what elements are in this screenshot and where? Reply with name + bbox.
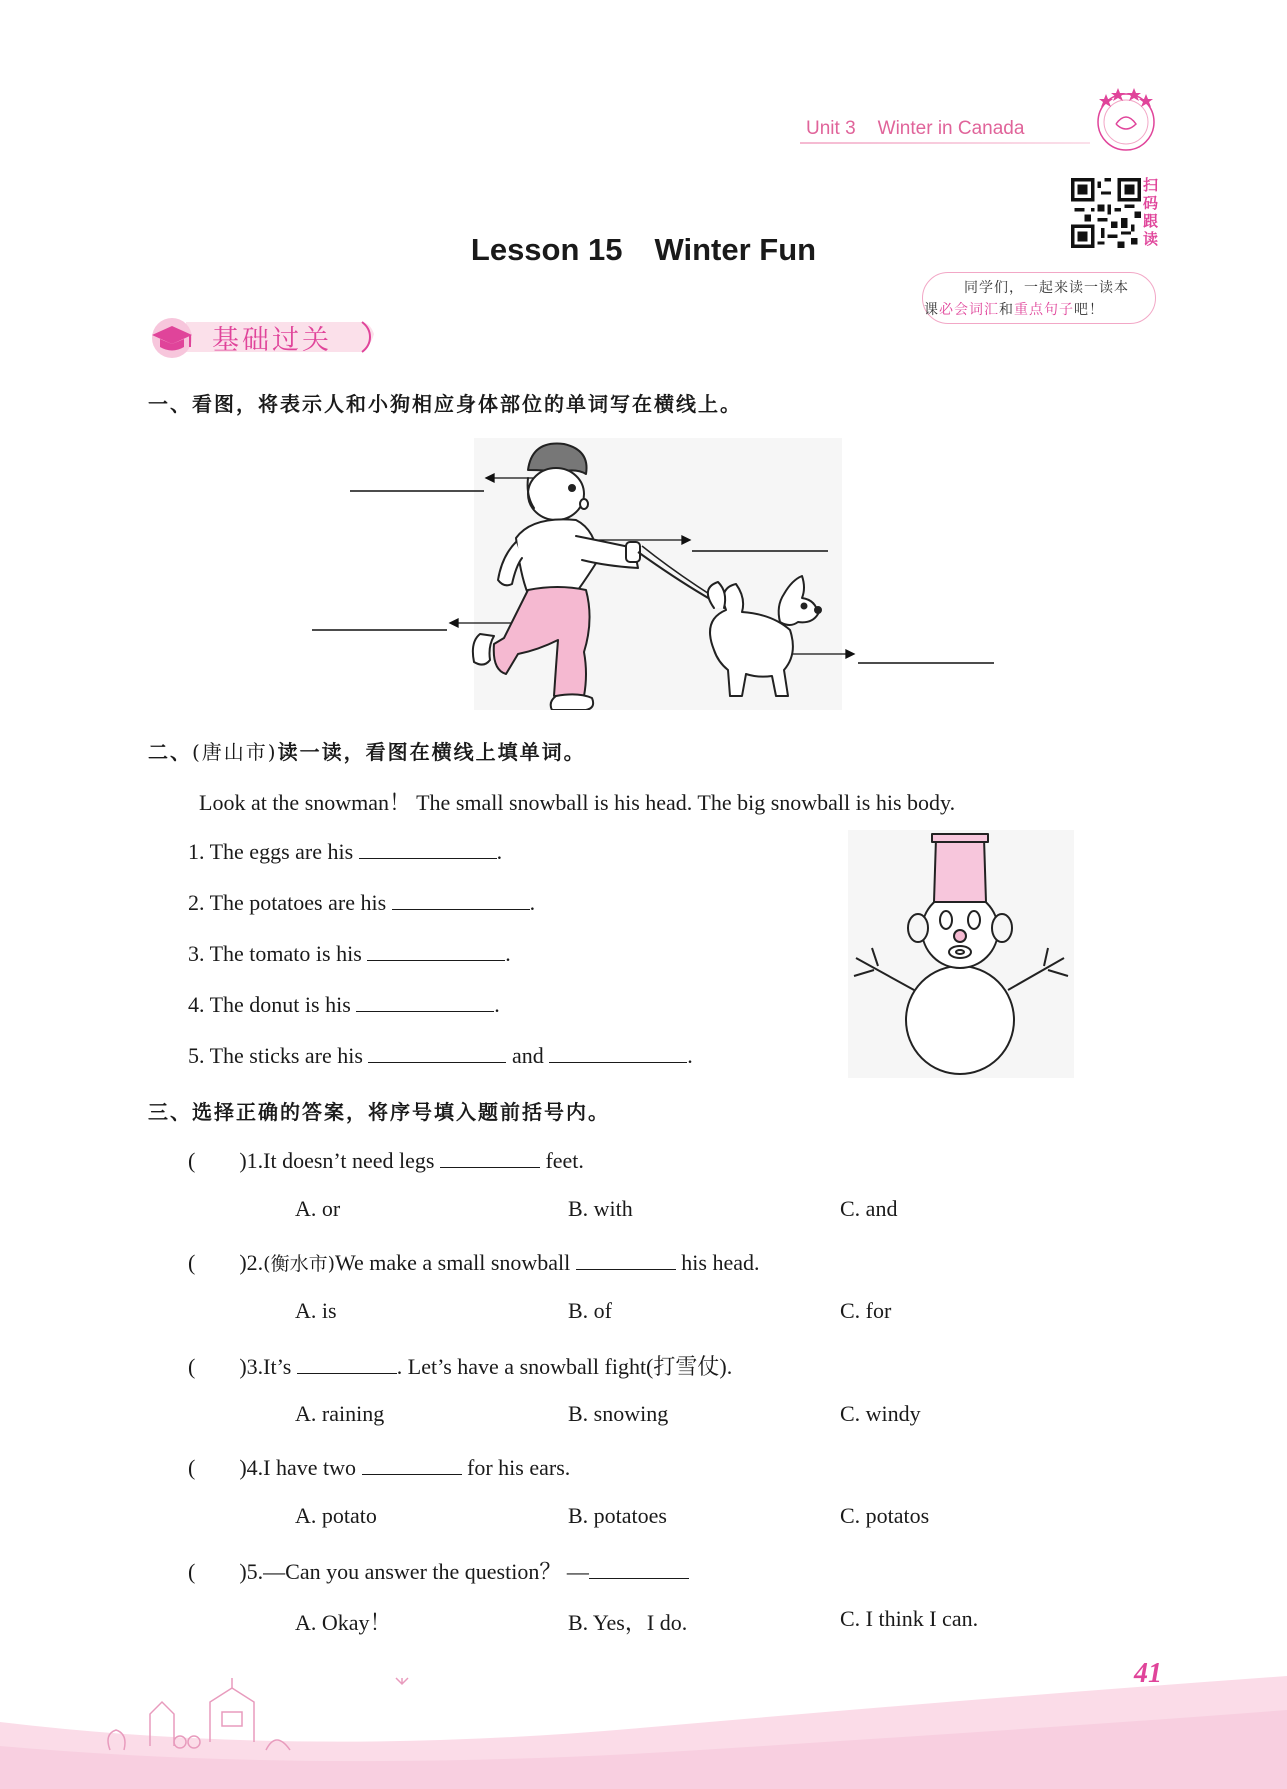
part2-heading: 二、(唐山市)读一读，看图在横线上填单词。	[148, 740, 586, 764]
question-4: ( )4.I have two for his ears.	[188, 1452, 570, 1481]
footer-decoration	[0, 1650, 1287, 1789]
graduation-cap-icon	[152, 318, 192, 358]
fill-item-3: 3. The tomato is his .	[188, 938, 511, 967]
unit-title: Winter in Canada	[877, 118, 1025, 139]
blank-3[interactable]	[367, 938, 505, 961]
question-1: ( )1.It doesn’t need legs feet.	[188, 1145, 584, 1174]
q5-option-b: B. Yes，I do.	[568, 1610, 688, 1635]
part3-heading: 三、选择正确的答案，将序号填入题前括号内。	[148, 1100, 610, 1124]
q4-option-b: B. potatoes	[568, 1503, 667, 1528]
q2-option-c: C. for	[840, 1298, 892, 1323]
part1-heading: 一、看图，将表示人和小狗相应身体部位的单词写在横线上。	[148, 392, 742, 416]
q3-option-a: A. raining	[295, 1401, 385, 1426]
page-number: 41	[1134, 1658, 1162, 1689]
boy-walking-dog-illustration	[304, 438, 1004, 710]
part2-intro: Look at the snowman！ The small snowball is his head. The big snowball is his body.	[199, 790, 956, 815]
question-5: ( )5.—Can you answer the question？ —	[188, 1555, 689, 1586]
question-2: ( )2.(衡水市)We make a small snowball his head.	[188, 1247, 759, 1276]
answer-bracket-3[interactable]: (	[188, 1354, 240, 1379]
tip-line-1: 同学们，一起来读一读本	[964, 280, 1129, 296]
q3-option-c: C. windy	[840, 1401, 921, 1426]
q5-option-c: C. I think I can.	[840, 1606, 979, 1631]
fill-item-4: 4. The donut is his .	[188, 989, 500, 1018]
answer-bracket-4[interactable]: (	[188, 1455, 240, 1480]
lesson-title	[0, 232, 1287, 268]
q2-option-a: A. is	[295, 1298, 337, 1323]
q4-option-c: C. potatos	[840, 1503, 930, 1528]
blank-4[interactable]	[356, 989, 494, 1012]
header-divider	[800, 142, 1090, 144]
q1-option-b: B. with	[568, 1196, 633, 1221]
answer-bracket-1[interactable]: (	[188, 1148, 240, 1173]
fill-item-5: 5. The sticks are his and .	[188, 1040, 693, 1069]
blank-5a[interactable]	[368, 1040, 506, 1063]
blank-2[interactable]	[392, 887, 530, 910]
snowman-illustration	[848, 830, 1074, 1078]
q1-option-a: A. or	[295, 1196, 341, 1221]
question-3: ( )3.It’s . Let’s have a snowball fight(打雪仗).	[188, 1350, 732, 1381]
lesson-name: Winter Fun	[654, 232, 817, 267]
q1-option-c: C. and	[840, 1196, 898, 1221]
fill-item-1: 1. The eggs are his .	[188, 836, 502, 865]
fill-item-2: 2. The potatoes are his .	[188, 887, 535, 916]
unit-header	[806, 118, 1046, 140]
answer-bracket-2[interactable]: (	[188, 1250, 240, 1275]
section-badge-text: 基础过关	[212, 325, 332, 356]
publisher-seal-icon	[1090, 82, 1162, 154]
unit-number: Unit 3	[806, 118, 856, 139]
q2-option-b: B. of	[568, 1298, 612, 1323]
q3-option-b: B. snowing	[568, 1401, 669, 1426]
lesson-number: Lesson 15	[470, 232, 623, 267]
tip-line-2: 课必会词汇和重点句子吧！	[924, 302, 1104, 318]
answer-bracket-5[interactable]: (	[188, 1559, 240, 1584]
q5-option-a: A. Okay！	[295, 1610, 392, 1635]
blank-5b[interactable]	[549, 1040, 687, 1063]
qr-label: 扫码跟读	[1143, 176, 1159, 248]
blank-1[interactable]	[359, 836, 497, 859]
q4-option-a: A. potato	[295, 1503, 377, 1528]
